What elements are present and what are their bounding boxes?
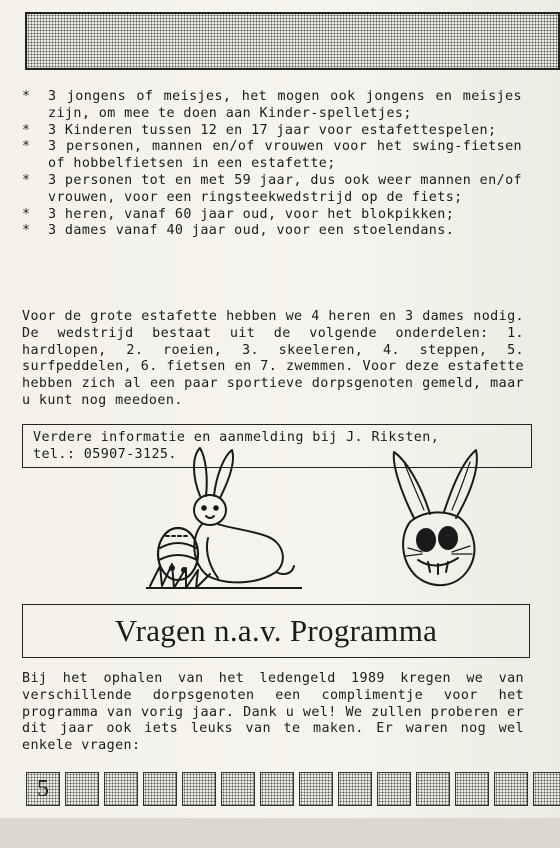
easter-rabbit-illustration [146, 446, 302, 592]
footer-cell [338, 772, 372, 806]
list-item [22, 139, 522, 173]
bullet-star: * [22, 122, 31, 138]
footer-cell [221, 772, 255, 806]
page-bottom-edge [0, 818, 560, 848]
footer-dotted-bar [26, 772, 560, 806]
list-item-text: 3 Kinderen tussen 12 en 17 jaar voor estafettespelen; [48, 122, 497, 138]
list-item [22, 223, 522, 240]
footer-cell [455, 772, 489, 806]
list-item [22, 89, 522, 123]
list-item-text: 3 personen, mannen en/of vrouwen voor het swing-fietsen of hobbelfietsen in een estafette; [48, 139, 522, 172]
list-item-text: 3 heren, vanaf 60 jaar oud, voor het blokpikken; [48, 206, 455, 222]
footer-cell [182, 772, 216, 806]
footer-cell [533, 772, 560, 806]
footer-cell [377, 772, 411, 806]
info-line-1: Verdere informatie en aanmelding bij J. Riksten, [33, 430, 440, 445]
footer-cell [65, 772, 99, 806]
bullet-star: * [22, 206, 31, 222]
closing-paragraph: Bij het ophalen van het ledengeld 1989 kregen we van verschillende dorpsgenoten een complimentje voor het programma van vorig jaar. Dank u wel! We zullen proberen er dit jaar ook iets leuks van te maken. Er waren nog wel enkele vragen: [22, 671, 524, 754]
footer-cell [299, 772, 333, 806]
bullet-star: * [22, 139, 31, 155]
footer-cell [416, 772, 450, 806]
footer-cell [104, 772, 138, 806]
footer-cell [494, 772, 528, 806]
list-item [22, 207, 522, 224]
list-item [22, 173, 522, 207]
participant-list [22, 89, 522, 240]
list-item-text: 3 personen tot en met 59 jaar, dus ook weer mannen en/of vrouwen, voor een ringsteekwedstrijd op de fiets; [48, 172, 522, 205]
bullet-star: * [22, 172, 31, 188]
info-line-2: tel.: 05907-3125. [33, 447, 177, 462]
top-dotted-banner [25, 12, 560, 70]
page-number: 5 [26, 772, 60, 806]
estafette-paragraph: Voor de grote estafette hebben we 4 heren en 3 dames nodig. De wedstrijd bestaat uit de volgende onderdelen: 1. hardlopen, 2. roeien, 3. skeeleren, 4. steppen, 5. surfpeddelen, 6. fietsen en 7. zwemmen. Voor deze estafette hebben zich al een paar sportieve dorpsgenoten gemeld, maar u kunt nog meedoen. [22, 309, 524, 408]
bullet-star: * [22, 223, 31, 239]
section-heading: Vragen n.a.v. Programma [22, 604, 530, 658]
footer-cell [143, 772, 177, 806]
list-item-text: 3 jongens of meisjes, het mogen ook jongens en meisjes zijn, om mee te doen aan Kinder-spelletjes; [48, 89, 522, 121]
list-item-text: 3 dames vanaf 40 jaar oud, voor een stoelendans. [48, 223, 455, 239]
bullet-star: * [22, 89, 31, 104]
cartoon-bunny-illustration [388, 448, 484, 592]
footer-cell [260, 772, 294, 806]
list-item [22, 123, 522, 140]
